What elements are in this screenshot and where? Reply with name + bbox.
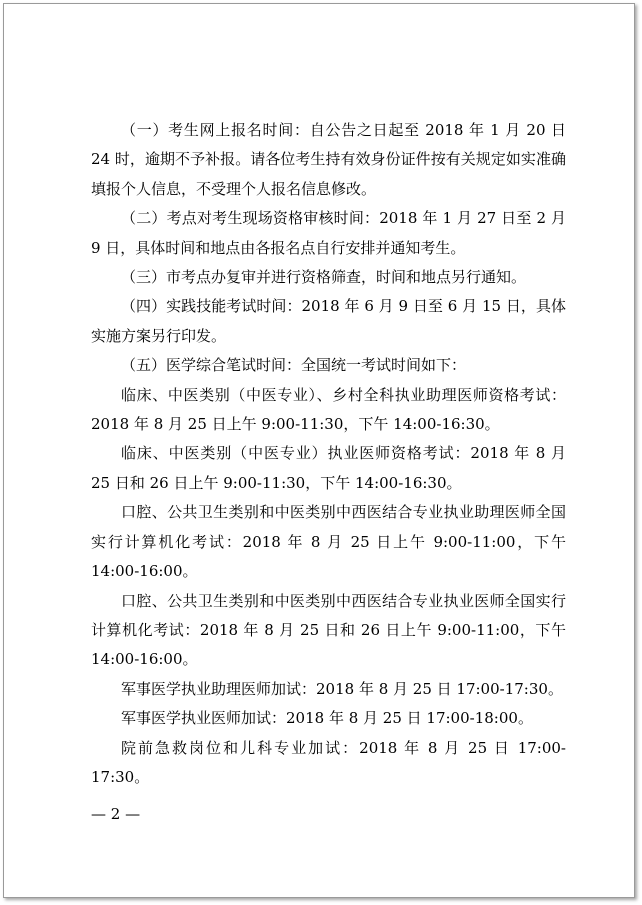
paragraph-dental-physician: 口腔、公共卫生类别和中医类别中西医结合专业执业医师全国实行计算机化考试：2018 年 8 月 25 日和 26 日上午 9:00-11:00，下午 14:00-16:00。 — [91, 591, 566, 669]
paragraph-military-assistant: 军事医学执业助理医师加试：2018 年 8 月 25 日 17:00-17:30。 — [121, 679, 563, 698]
paragraph-military-physician: 军事医学执业医师加试：2018 年 8 月 25 日 17:00-18:00。 — [121, 709, 533, 728]
paragraph-emergency-pediatrics: 院前急救岗位和儿科专业加试：2018 年 8 月 25 日 17:00-17:30。 — [91, 738, 566, 786]
paragraph-written-exam: （五）医学综合笔试时间：全国统一考试时间如下： — [121, 356, 467, 375]
paragraph-clinical-physician: 临床、中医类别（中医专业）执业医师资格考试：2018 年 8 月 25 日和 26 日上午 9:00-11:30，下午 14:00-16:30。 — [91, 444, 566, 492]
paragraph-recheck: （三）市考点办复审并进行资格筛查，时间和地点另行通知。 — [121, 268, 527, 287]
page-number: — 2 — — [91, 805, 141, 823]
paragraph-dental-assistant: 口腔、公共卫生类别和中医类别中西医结合专业执业助理医师全国实行计算机化考试：2018 年 8 月 25 日上午 9:00-11:00，下午 14:00-16:00。 — [91, 503, 566, 581]
paragraph-practical-exam: （四）实践技能考试时间：2018 年 6 月 9 日至 6 月 15 日，具体实施方案另行印发。 — [91, 297, 566, 345]
document-body — [91, 116, 566, 792]
paragraph-clinical-assistant: 临床、中医类别（中医专业）、乡村全科执业助理医师资格考试：2018 年 8 月 25 日上午 9:00-11:30，下午 14:00-16:30。 — [91, 385, 566, 434]
paragraph-onsite-review: （二）考点对考生现场资格审核时间：2018 年 1 月 27 日至 2 月 9 日，具体时间和地点由各报名点自行安排并通知考生。 — [91, 209, 566, 257]
paragraph-online-registration: （一）考生网上报名时间：自公告之日起至 2018 年 1 月 20 日 24 时，逾期不予补报。请各位考生持有效身份证件按有关规定如实准确填报个人信息，不受理个人报名信息修改。 — [91, 121, 566, 198]
document-page — [3, 3, 635, 898]
